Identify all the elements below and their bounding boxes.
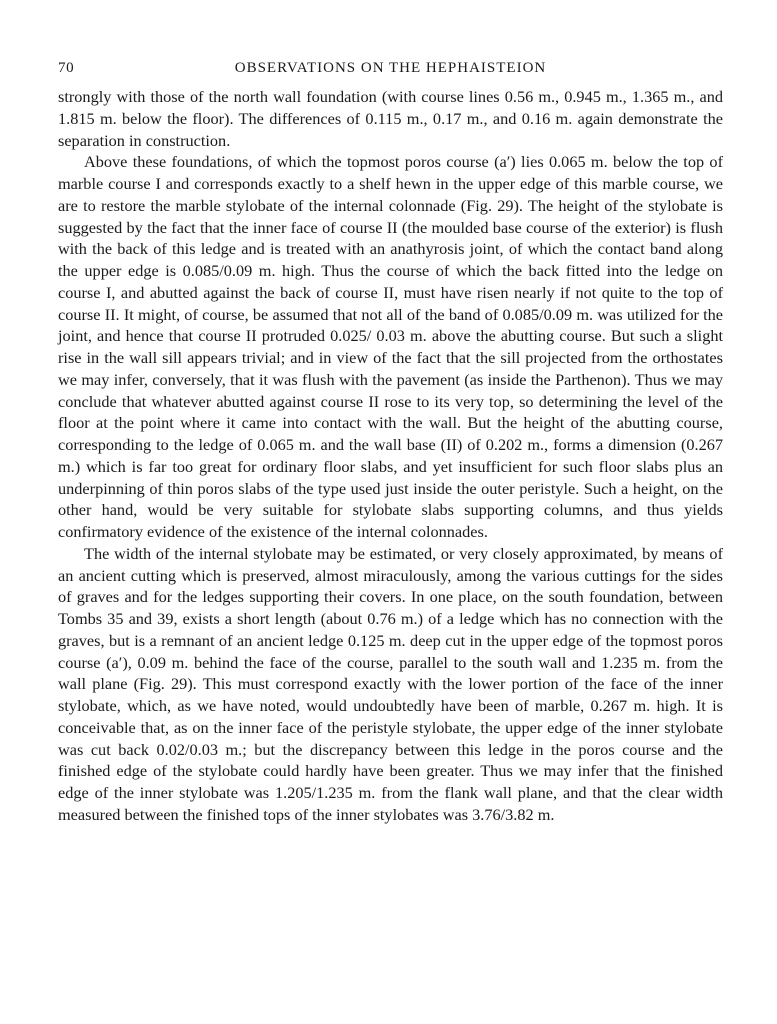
paragraph-stylobate-height: Above these foundations, of which the topmost poros course (a′) lies 0.065 m. below the top of marble course I and corresponds exactly to a shelf hewn in the upper edge of this marble course, we are to restore the marble stylobate of the internal colonnade (Fig. 29). The height of the stylobate is suggested by the fact that the inner face of course II (the moulded base course of the exterior) is flush with the back of this ledge and is treated with an anathyrosis joint, of which the contact band along the upper edge is 0.085/0.09 m. high. Thus the course of which the back fitted into the ledge on course I, and abutted against the back of course II, must have risen nearly if not quite to the top of course II. It might, of course, be assumed that not all of the band of 0.085/0.09 m. was utilized for the joint, and hence that course II protruded 0.025/ 0.03 m. above the abutting course. But such a slight rise in the wall sill appears trivial; and in view of the fact that the sill projected from the orthostates we may infer, conversely, that it was flush with the pavement (as inside the Parthenon). Thus we may conclude that whatever abutted against course II rose to its very top, so determining the level of the floor at the point where it came into contact with the wall. But the height of the abutting course, corresponding to the ledge of 0.065 m. and the wall base (II) of 0.202 m., forms a dimension (0.267 m.) which is far too great for ordinary floor slabs, and yet insufficient for such floor slabs plus an underpinning of thin poros slabs of the type used just inside the outer peristyle. Such a height, on the other hand, would be very suitable for stylobate slabs supporting columns, and thus yields confirmatory evidence of the existence of the internal colonnades. <box>58 152 723 541</box>
running-header <box>58 60 723 86</box>
page-number: 70 <box>58 60 75 76</box>
paragraph-stylobate-width: The width of the internal stylobate may be estimated, or very closely approximated, by means of an ancient cutting which is preserved, almost miraculously, among the various cuttings for the sides of graves and for the ledges supporting their covers. In one place, on the south foundation, between Tombs 35 and 39, exists a short length (about 0.76 m.) of a ledge which has no connection with the graves, but is a remnant of an ancient ledge 0.125 m. deep cut in the upper edge of the topmost poros course (a′), 0.09 m. behind the face of the course, parallel to the south wall and 1.235 m. from the wall plane (Fig. 29). This must correspond exactly with the lower portion of the face of the inner stylobate, which, as we have noted, would undoubtedly have been of marble, 0.267 m. high. It is conceivable that, as on the inner face of the peristyle stylobate, the upper edge of the inner stylobate was cut back 0.02/0.03 m.; but the discrepancy between this ledge in the poros course and the finished edge of the stylobate could hardly have been greater. Thus we may infer that the finished edge of the inner stylobate was 1.205/1.235 m. from the flank wall plane, and that the clear width measured between the finished tops of the inner stylobates was 3.76/3.82 m. <box>58 543 723 824</box>
body-text <box>58 86 723 826</box>
book-page <box>58 60 723 826</box>
running-title: OBSERVATIONS ON THE HEPHAISTEION <box>234 60 547 76</box>
paragraph-continued: strongly with those of the north wall foundation (with course lines 0.56 m., 0.945 m., 1.365 m., and 1.815 m. below the floor). The differences of 0.115 m., 0.17 m., and 0.16 m. again demonstrate the separation in construction. <box>58 87 723 150</box>
